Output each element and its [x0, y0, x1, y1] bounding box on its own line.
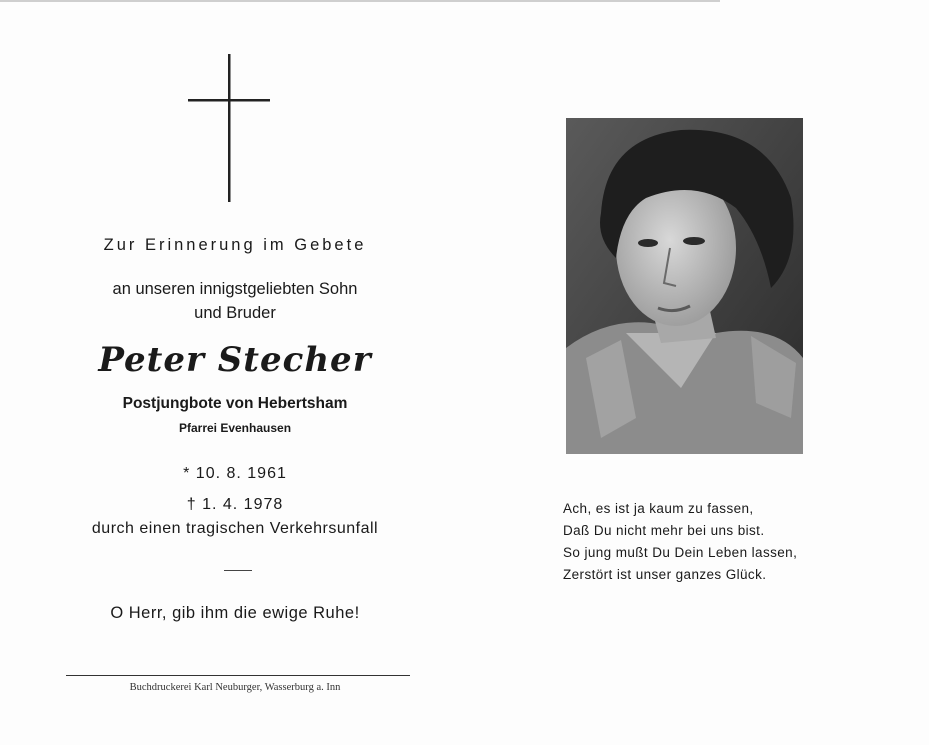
portrait-photo — [566, 118, 803, 454]
birth-date-line — [40, 465, 430, 483]
birth-date: 10. 8. 1961 — [195, 465, 287, 482]
portrait-illustration — [566, 118, 803, 454]
deceased-name: Peter Stecher — [98, 340, 372, 380]
dedication — [40, 277, 430, 325]
poem — [563, 498, 903, 586]
poem-line: Daß Du nicht mehr bei uns bist. — [563, 523, 765, 538]
occupation: Postjungbote von Hebertsham — [122, 395, 348, 412]
divider-dash — [224, 570, 252, 571]
dedication-line-2: und Bruder — [194, 304, 276, 322]
death-symbol: † — [186, 496, 197, 513]
death-date-line — [40, 496, 430, 514]
birth-symbol: * — [183, 465, 191, 482]
printer-rule — [66, 675, 410, 676]
parish: Pfarrei Evenhausen — [178, 421, 292, 435]
dedication-line-1: an unseren innigstgeliebten Sohn — [112, 280, 358, 298]
poem-line: Ach, es ist ja kaum zu fassen, — [563, 501, 754, 516]
cross-icon — [188, 54, 278, 204]
prayer: O Herr, gib ihm die ewige Ruhe! — [110, 604, 360, 622]
memorial-intro: Zur Erinnerung im Gebete — [103, 236, 367, 254]
poem-line: So jung mußt Du Dein Leben lassen, — [563, 545, 798, 560]
cause-of-death: durch einen tragischen Verkehrsunfall — [91, 520, 379, 537]
death-date: 1. 4. 1978 — [202, 496, 284, 513]
card-left-column — [40, 0, 430, 745]
poem-line: Zerstört ist unser ganzes Glück. — [563, 567, 767, 582]
printer-credit: Buchdruckerei Karl Neuburger, Wasserburg a. Inn — [129, 682, 341, 693]
